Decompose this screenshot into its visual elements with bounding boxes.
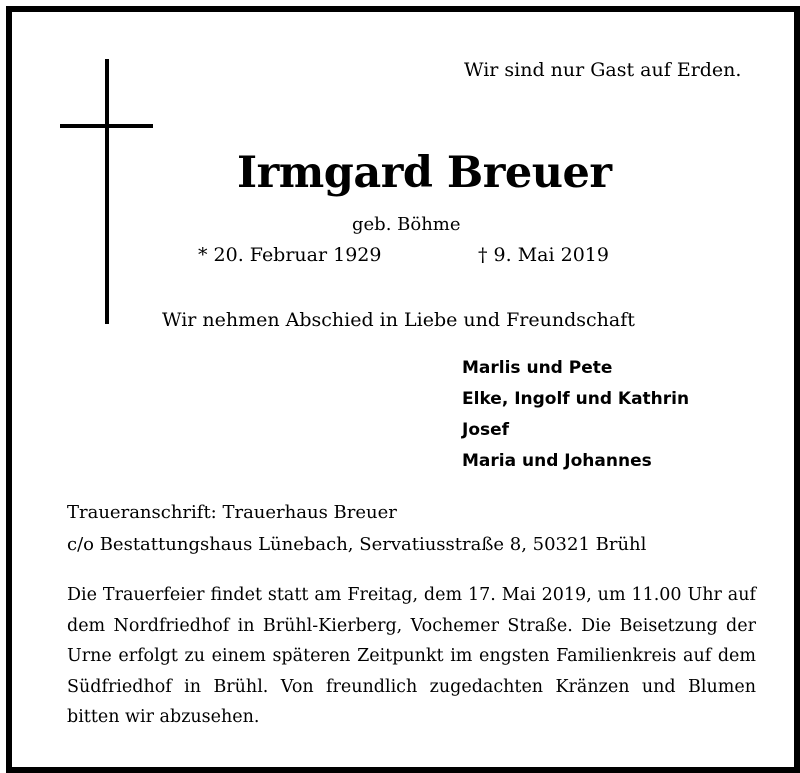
mourning-address [67,497,646,561]
address-line-1: Traueranschrift: Trauerhaus Breuer [67,502,397,523]
maiden-name: geb. Böhme [352,214,461,235]
cross-vertical-bar [105,59,109,324]
mourner-item: Elke, Ingolf und Kathrin [462,389,690,409]
address-line-2: c/o Bestattungshaus Lünebach, Servatiusstraße 8, 50321 Brühl [67,534,647,555]
motto: Wir sind nur Gast auf Erden. [464,59,742,81]
mourner-item: Josef [462,420,510,440]
mourner-item: Marlis und Pete [462,358,613,378]
death-date: † 9. Mai 2019 [478,244,609,266]
farewell-line: Wir nehmen Abschied in Liebe und Freundschaft [162,309,635,331]
deceased-name: Irmgard Breuer [237,148,612,198]
mourner-item: Maria und Johannes [462,451,652,471]
cross-horizontal-bar [60,124,153,128]
mourners-list [462,353,689,477]
birth-date: * 20. Februar 1929 [198,244,382,266]
ceremony-details: Die Trauerfeier findet statt am Freitag, dem 17. Mai 2019, um 11.00 Uhr auf dem Nordfriedhof in Brühl-Kierberg, Vochemer Straße. Die Beisetzung der Urne erfolgt zu einem späteren Zeitpunkt im engsten Familienkreis auf dem Südfriedhof in Brühl. Von freundlich zugedachten Kränzen und Blumen bitten wir abzusehen. [67,585,756,727]
obituary-frame [6,6,800,773]
